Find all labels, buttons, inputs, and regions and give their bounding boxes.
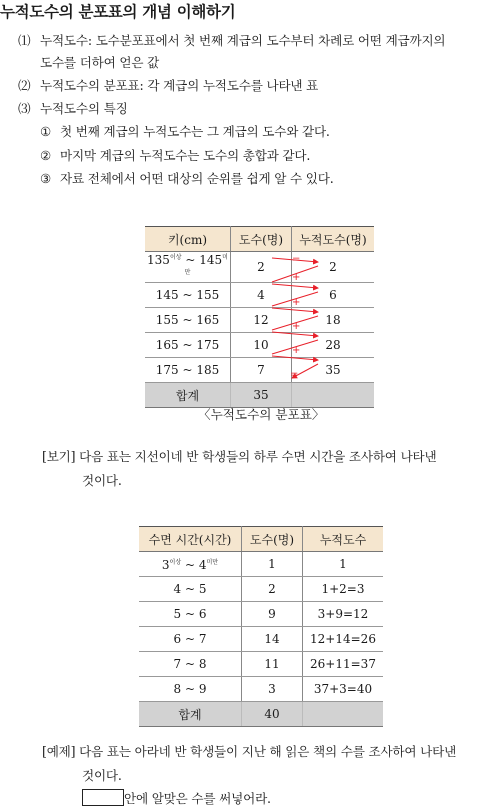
freq-cell: 3 bbox=[242, 677, 303, 702]
cumulative-frequency-table bbox=[145, 226, 374, 408]
class-cell: 4 ~ 5 bbox=[139, 577, 242, 602]
sign-plus: + bbox=[292, 272, 301, 283]
table1-caption: 〈누적도수의 분포표〉 bbox=[198, 407, 325, 422]
class-cell: 8 ~ 9 bbox=[139, 677, 242, 702]
example-line-2: 것이다. bbox=[82, 473, 122, 488]
definition-3 bbox=[18, 98, 128, 117]
header-cumulative: 누적도수 bbox=[303, 527, 384, 552]
header-frequency: 도수(명) bbox=[242, 527, 303, 552]
cum-cell: 1 bbox=[303, 552, 384, 577]
feature-3-text: 자료 전체에서 어떤 대상의 순위를 쉽게 알 수 있다. bbox=[60, 171, 334, 186]
tilde: ~ bbox=[185, 253, 196, 267]
freq-cell: 7 bbox=[231, 358, 292, 383]
class-cell: 6 ~ 7 bbox=[139, 627, 242, 652]
feature-3 bbox=[40, 168, 334, 187]
table-row bbox=[139, 602, 383, 627]
cum-cell: 37+3=40 bbox=[303, 677, 384, 702]
sign-equal: = bbox=[292, 254, 301, 265]
cum-cell: 6 bbox=[292, 283, 375, 308]
header-height: 키(cm) bbox=[145, 227, 231, 252]
table-row bbox=[145, 358, 374, 383]
class-cell: 145 ~ 155 bbox=[145, 283, 231, 308]
exercise-label: [예제] bbox=[42, 744, 76, 759]
feature-1 bbox=[40, 121, 330, 140]
freq-cell: 9 bbox=[242, 602, 303, 627]
definition-1 bbox=[18, 30, 445, 49]
freq-cell: 11 bbox=[242, 652, 303, 677]
total-value: 40 bbox=[242, 702, 303, 727]
feature-1-text: 첫 번째 계급의 누적도수는 그 계급의 도수와 같다. bbox=[60, 124, 330, 139]
total-label: 합계 bbox=[139, 702, 242, 727]
feature-2-text: 마지막 계급의 누적도수는 도수의 총합과 같다. bbox=[60, 148, 311, 163]
sleep-time-table bbox=[139, 526, 383, 727]
header-sleep-time: 수면 시간(시간) bbox=[139, 527, 242, 552]
tilde: ~ bbox=[184, 557, 196, 572]
sup-low: 이상 bbox=[169, 558, 182, 566]
header-frequency: 도수(명) bbox=[231, 227, 292, 252]
feature-marker: ③ bbox=[40, 171, 52, 186]
class-cell: 7 ~ 8 bbox=[139, 652, 242, 677]
feature-marker: ② bbox=[40, 148, 52, 163]
cum-cell: 18 bbox=[292, 308, 375, 333]
header-cumulative: 누적도수(명) bbox=[292, 227, 375, 252]
sup-high: 미만 bbox=[206, 558, 219, 566]
table-row bbox=[139, 652, 383, 677]
item-marker: ⑶ bbox=[18, 101, 31, 116]
table-row bbox=[139, 577, 383, 602]
exercise-line-2: 것이다. bbox=[82, 768, 122, 783]
example-line-1 bbox=[42, 446, 436, 465]
cum-cell: 2 bbox=[292, 252, 375, 283]
table-row bbox=[145, 333, 374, 358]
total-value: 35 bbox=[231, 383, 292, 408]
cum-cell: 35 bbox=[292, 358, 375, 383]
definition-1-text: 누적도수: 도수분포표에서 첫 번째 계급의 도수부터 차례로 어떤 계급까지의 bbox=[40, 33, 446, 48]
table-row bbox=[145, 252, 374, 283]
page-title: 누적도수의 분포표의 개념 이해하기 bbox=[0, 2, 236, 21]
class-low: 135 bbox=[147, 253, 170, 267]
table-row bbox=[139, 552, 383, 577]
freq-cell: 2 bbox=[242, 577, 303, 602]
class-cell bbox=[139, 552, 242, 577]
cum-cell: 28 bbox=[292, 333, 375, 358]
sup-low: 이상 bbox=[169, 254, 182, 261]
class-cell: 175 ~ 185 bbox=[145, 358, 231, 383]
class-cell: 165 ~ 175 bbox=[145, 333, 231, 358]
cum-cell: 3+9=12 bbox=[303, 602, 384, 627]
freq-cell: 10 bbox=[231, 333, 292, 358]
item-marker: ⑵ bbox=[18, 78, 31, 93]
sign-equal: = bbox=[290, 369, 299, 380]
table-row bbox=[145, 308, 374, 333]
freq-cell: 4 bbox=[231, 283, 292, 308]
freq-cell: 1 bbox=[242, 552, 303, 577]
definition-2 bbox=[18, 75, 318, 94]
example-label: [보기] bbox=[42, 449, 76, 464]
definition-2-text: 누적도수의 분포표: 각 계급의 누적도수를 나타낸 표 bbox=[40, 78, 319, 93]
exercise-line-1 bbox=[42, 741, 456, 760]
exercise-line-3 bbox=[82, 788, 271, 807]
freq-cell: 14 bbox=[242, 627, 303, 652]
exercise-instruction: 안에 알맞은 수를 써넣어라. bbox=[124, 791, 271, 806]
definition-3-text: 누적도수의 특징 bbox=[40, 101, 128, 116]
answer-blank-box bbox=[82, 789, 124, 806]
sign-plus: + bbox=[292, 321, 301, 332]
table-row bbox=[139, 627, 383, 652]
exercise-text: 다음 표는 아라네 반 학생들이 지난 해 읽은 책의 수를 조사하여 나타낸 bbox=[79, 744, 457, 759]
item-marker: ⑴ bbox=[18, 33, 31, 48]
cum-cell: 26+11=37 bbox=[303, 652, 384, 677]
feature-marker: ① bbox=[40, 124, 52, 139]
class-low: 3 bbox=[161, 557, 170, 572]
example-text: 다음 표는 지선이네 반 학생들의 하루 수면 시간을 조사하여 나타낸 bbox=[79, 449, 437, 464]
class-high: 4 bbox=[198, 557, 207, 572]
total-label: 합계 bbox=[145, 383, 231, 408]
cum-cell: 1+2=3 bbox=[303, 577, 384, 602]
class-cell: 155 ~ 165 bbox=[145, 308, 231, 333]
table-row bbox=[145, 283, 374, 308]
table-row bbox=[139, 677, 383, 702]
feature-2 bbox=[40, 145, 310, 164]
cum-cell: 12+14=26 bbox=[303, 627, 384, 652]
class-cell bbox=[145, 252, 231, 283]
class-cell: 5 ~ 6 bbox=[139, 602, 242, 627]
freq-cell: 2 bbox=[231, 252, 292, 283]
sup-high: 미만 bbox=[184, 254, 228, 276]
total-row bbox=[139, 702, 383, 727]
total-cum-cell bbox=[303, 702, 384, 727]
sign-plus: + bbox=[292, 297, 301, 308]
freq-cell: 12 bbox=[231, 308, 292, 333]
class-high: 145 bbox=[199, 253, 223, 267]
sign-plus: + bbox=[292, 345, 301, 356]
definition-1-continued: 도수를 더하여 얻은 값 bbox=[40, 55, 160, 70]
